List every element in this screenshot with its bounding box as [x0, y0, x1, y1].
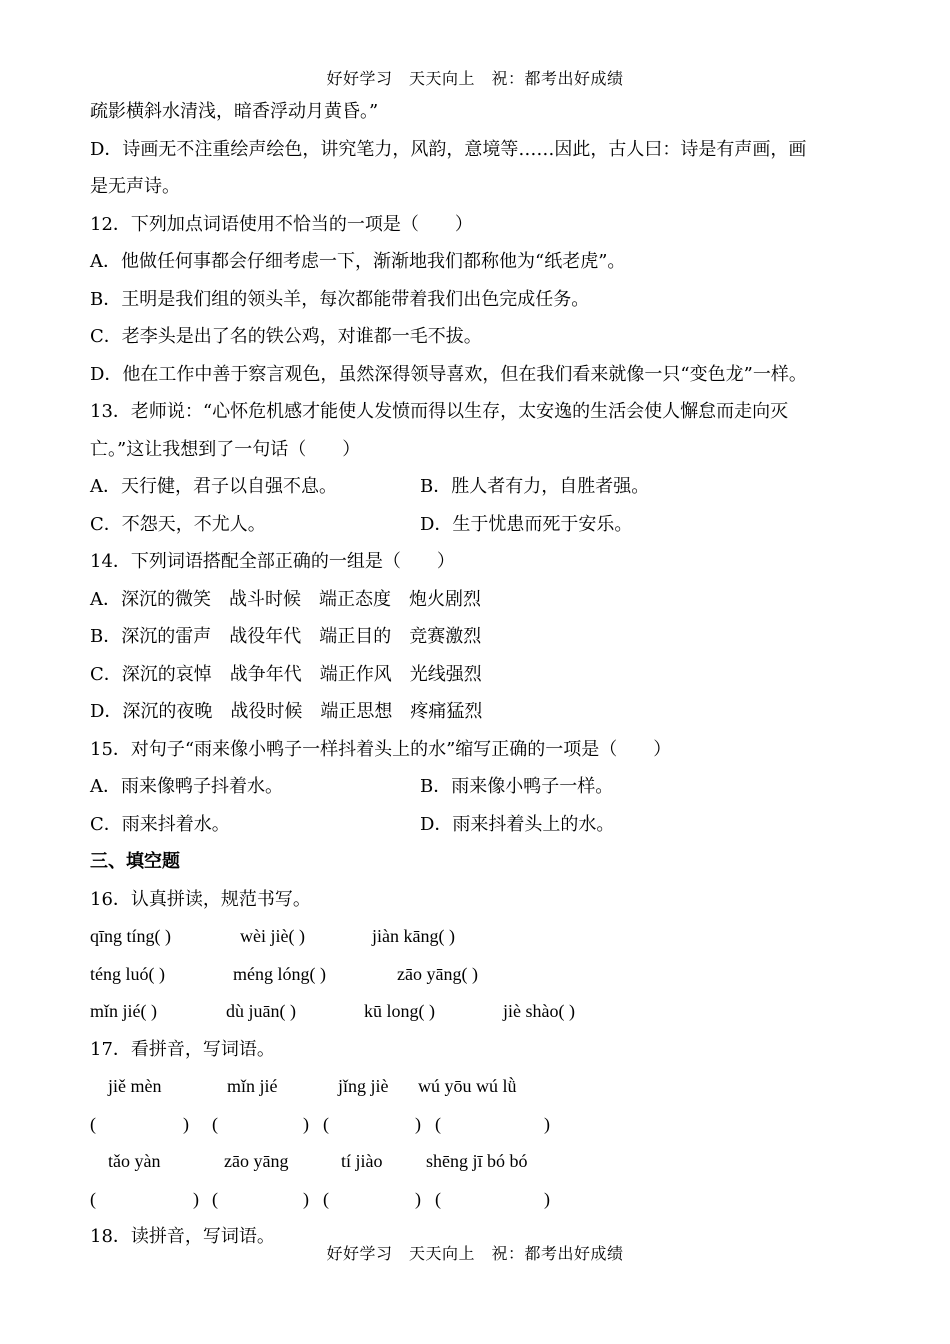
- q12-option-a: A．他做任何事都会仔细考虑一下，渐渐地我们都称他为“纸老虎”。: [90, 251, 626, 272]
- answer-blank-open: (: [323, 1188, 329, 1209]
- q16-row1: [90, 918, 865, 956]
- q12-option-c: C．老李头是出了名的铁公鸡，对谁都一毛不拔。: [90, 326, 482, 347]
- q11-option-d-line1: D．诗画无不注重绘声绘色，讲究笔力，风韵，意境等……因此，古人曰：诗是有声画，画: [90, 138, 807, 160]
- q13-option-b: B．胜人者有力，自胜者强。: [420, 476, 650, 497]
- q17-pinyin: tǎo yàn: [108, 1151, 161, 1171]
- q16-row3: [90, 993, 865, 1031]
- q15-options-ab: [90, 768, 865, 806]
- q16-row2: [90, 956, 865, 994]
- q17-stem: 17．看拼音，写词语。: [90, 1038, 275, 1060]
- answer-blank-close: ): [183, 1113, 189, 1134]
- q12-option-b: B．王明是我们组的领头羊，每次都能带着我们出色完成任务。: [90, 288, 590, 310]
- answer-blank-close: ): [193, 1188, 199, 1209]
- answer-blank-open: (: [323, 1113, 329, 1134]
- q16-pinyin-item: qīng tíng( ): [90, 926, 171, 946]
- q14-stem: 14．下列词语搭配全部正确的一组是（ ）: [90, 551, 455, 572]
- q16-stem: 16．认真拼读，规范书写。: [90, 888, 311, 910]
- q14-option-c: C．深沉的哀悼 战争年代 端正作风 光线强烈: [90, 663, 482, 685]
- q13-option-c: C．不怨天，不尤人。: [90, 513, 266, 535]
- q16-pinyin-item: zāo yāng( ): [397, 963, 478, 984]
- q12-stem: 12．下列加点词语使用不恰当的一项是（ ）: [90, 213, 473, 235]
- q15-option-c: C．雨来抖着水。: [90, 813, 230, 835]
- answer-blank-close: ): [303, 1113, 309, 1134]
- answer-blank-open: (: [212, 1113, 218, 1134]
- answer-blank-open: (: [435, 1113, 441, 1134]
- q17-pinyin: wú yōu wú lǜ: [418, 1076, 517, 1096]
- page-header: 好好学习 天天向上 祝：都考出好成绩: [326, 69, 624, 88]
- q11-line: 疏影横斜水清浅，暗香浮动月黄昏。”: [90, 101, 379, 122]
- q16-pinyin-item: méng lóng( ): [233, 963, 326, 984]
- q17-pinyin: shēng jī bó bó: [426, 1151, 528, 1171]
- q15-option-a: A．雨来像鸭子抖着水。: [90, 776, 283, 797]
- answer-blank-open: (: [212, 1188, 218, 1209]
- answer-blank-open: (: [90, 1113, 96, 1134]
- answer-blank-open: (: [435, 1188, 441, 1209]
- q13-options-cd: [90, 506, 865, 544]
- q13-option-a: A．天行健，君子以自强不息。: [90, 476, 337, 497]
- q16-pinyin-item: jiè shào( ): [503, 1001, 575, 1021]
- q17-pinyin-row2: [90, 1143, 865, 1181]
- q17-pinyin: tí jiào: [341, 1151, 383, 1171]
- answer-blank-close: ): [544, 1188, 550, 1209]
- answer-blank-close: ): [544, 1113, 550, 1134]
- q17-pinyin: zāo yāng: [224, 1151, 289, 1171]
- q13-option-d: D．生于忧患而死于安乐。: [420, 513, 633, 535]
- answer-blank-close: ): [303, 1188, 309, 1209]
- q17-pinyin: mǐn jié: [227, 1076, 278, 1096]
- q11-option-d-line2: 是无声诗。: [90, 176, 180, 197]
- q17-blank-row1: [90, 1106, 865, 1144]
- q14-option-a: A．深沉的微笑 战斗时候 端正态度 炮火剧烈: [90, 588, 481, 610]
- q16-pinyin-item: jiàn kāng( ): [372, 926, 455, 946]
- q16-pinyin-item: mǐn jié( ): [90, 1001, 157, 1021]
- answer-blank-close: ): [415, 1113, 421, 1134]
- q15-option-d: D．雨来抖着头上的水。: [420, 813, 615, 835]
- q13-options-ab: [90, 468, 865, 506]
- q16-pinyin-item: wèi jiè( ): [240, 926, 305, 946]
- q13-stem-line2: 亡。”这让我想到了一句话（ ）: [90, 438, 361, 460]
- q16-pinyin-item: kū long( ): [364, 1001, 435, 1021]
- q14-option-d: D．深沉的夜晚 战役时候 端正思想 疼痛猛烈: [90, 701, 483, 722]
- q16-pinyin-item: téng luó( ): [90, 963, 165, 984]
- q17-pinyin: jiě mèn: [108, 1076, 162, 1096]
- page-footer: 好好学习 天天向上 祝：都考出好成绩: [326, 1244, 624, 1263]
- q15-stem: 15．对句子“雨来像小鸭子一样抖着头上的水”缩写正确的一项是（ ）: [90, 738, 672, 760]
- q17-pinyin: jǐng jiè: [338, 1076, 389, 1096]
- document-body: [90, 93, 865, 1256]
- q16-pinyin-item: dù juān( ): [226, 1001, 296, 1021]
- answer-blank-close: ): [415, 1188, 421, 1209]
- q12-option-d: D．他在工作中善于察言观色，虽然深得领导喜欢，但在我们看来就像一只“变色龙”一样。: [90, 363, 807, 385]
- section-heading: 三、填空题: [90, 851, 180, 872]
- q17-pinyin-row1: [90, 1068, 865, 1106]
- q18-stem: 18．读拼音，写词语。: [90, 1226, 275, 1247]
- q14-option-b: B．深沉的雷声 战役年代 端正目的 竞赛激烈: [90, 626, 482, 647]
- q15-option-b: B．雨来像小鸭子一样。: [420, 776, 614, 797]
- q13-stem-line1: 13．老师说：“心怀危机感才能使人发愤而得以生存，太安逸的生活会使人懈怠而走向灭: [90, 401, 789, 422]
- q15-options-cd: [90, 806, 865, 844]
- answer-blank-open: (: [90, 1188, 96, 1209]
- q17-blank-row2: [90, 1181, 865, 1219]
